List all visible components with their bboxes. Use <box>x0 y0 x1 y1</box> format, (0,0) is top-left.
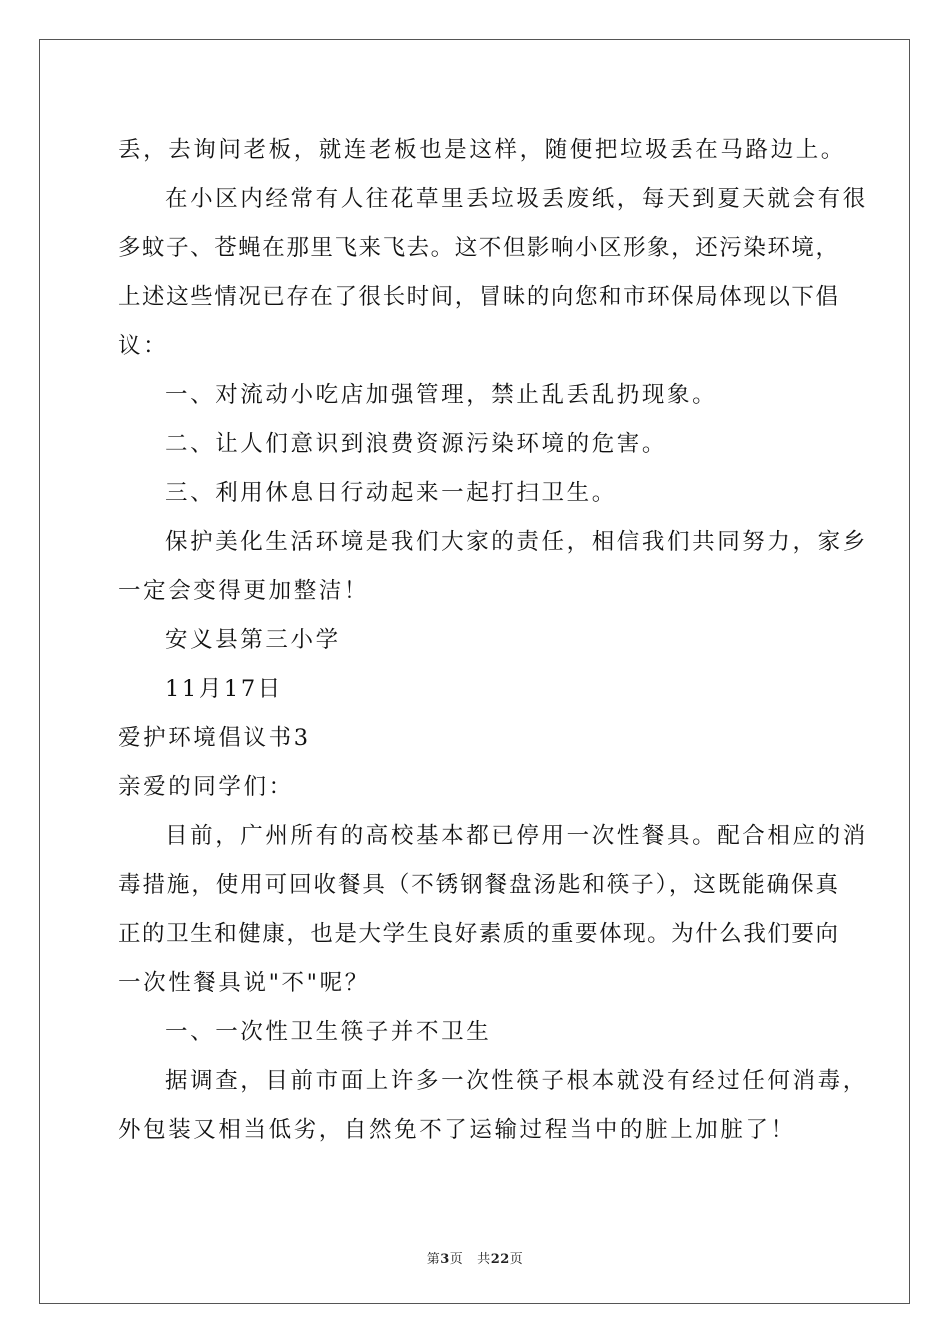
paragraph-line: 外包装又相当低劣，自然免不了运输过程当中的脏上加脏了！ <box>118 1117 796 1143</box>
paragraph-line: 一定会变得更加整洁！ <box>118 578 370 604</box>
paragraph-line: 正的卫生和健康，也是大学生良好素质的重要体现。为什么我们要向 <box>118 921 838 947</box>
current-page-number: 3 <box>440 1252 450 1267</box>
footer-total-unit: 页 <box>509 1252 524 1267</box>
paragraph-line: 据调查，目前市面上许多一次性筷子根本就没有经过任何消毒， <box>165 1068 868 1094</box>
page-footer <box>0 1248 950 1267</box>
paragraph-line: 在小区内经常有人往花草里丢垃圾丢废纸，每天到夏天就会有很 <box>165 186 868 212</box>
list-item: 一、对流动小吃店加强管理，禁止乱丢乱扔现象。 <box>165 382 718 408</box>
paragraph-line: 目前，广州所有的高校基本都已停用一次性餐具。配合相应的消 <box>165 823 868 849</box>
footer-total-prefix: 共 <box>477 1252 491 1267</box>
section-title: 爱护环境倡议书3 <box>118 725 311 751</box>
signature-school: 安义县第三小学 <box>165 627 341 653</box>
paragraph-line: 上述这些情况已存在了很长时间，冒昧的向您和市环保局体现以下倡 <box>118 284 838 310</box>
footer-prefix: 第 <box>426 1252 441 1267</box>
paragraph-line: 一次性餐具说"不"呢？ <box>118 970 370 996</box>
footer-page-unit: 页 <box>449 1252 464 1267</box>
paragraph-line: 保护美化生活环境是我们大家的责任，相信我们共同努力，家乡 <box>165 529 868 555</box>
paragraph-line: 多蚊子、苍蝇在那里飞来飞去。这不但影响小区形象，还污染环境， <box>118 235 838 261</box>
signature-date: 11月17日 <box>165 676 283 702</box>
salutation: 亲爱的同学们： <box>118 774 294 800</box>
paragraph-line: 毒措施，使用可回收餐具（不锈钢餐盘汤匙和筷子），这既能确保真 <box>118 872 838 898</box>
document-body <box>118 126 868 1155</box>
list-item: 三、利用休息日行动起来一起打扫卫生。 <box>165 480 617 506</box>
paragraph-line: 议： <box>118 333 169 359</box>
list-item: 一、一次性卫生筷子并不卫生 <box>165 1019 492 1045</box>
paragraph-line: 丢，去询问老板，就连老板也是这样，随便把垃圾丢在马路边上。 <box>118 137 846 163</box>
total-pages-number: 22 <box>490 1252 510 1267</box>
list-item: 二、让人们意识到浪费资源污染环境的危害。 <box>165 431 668 457</box>
